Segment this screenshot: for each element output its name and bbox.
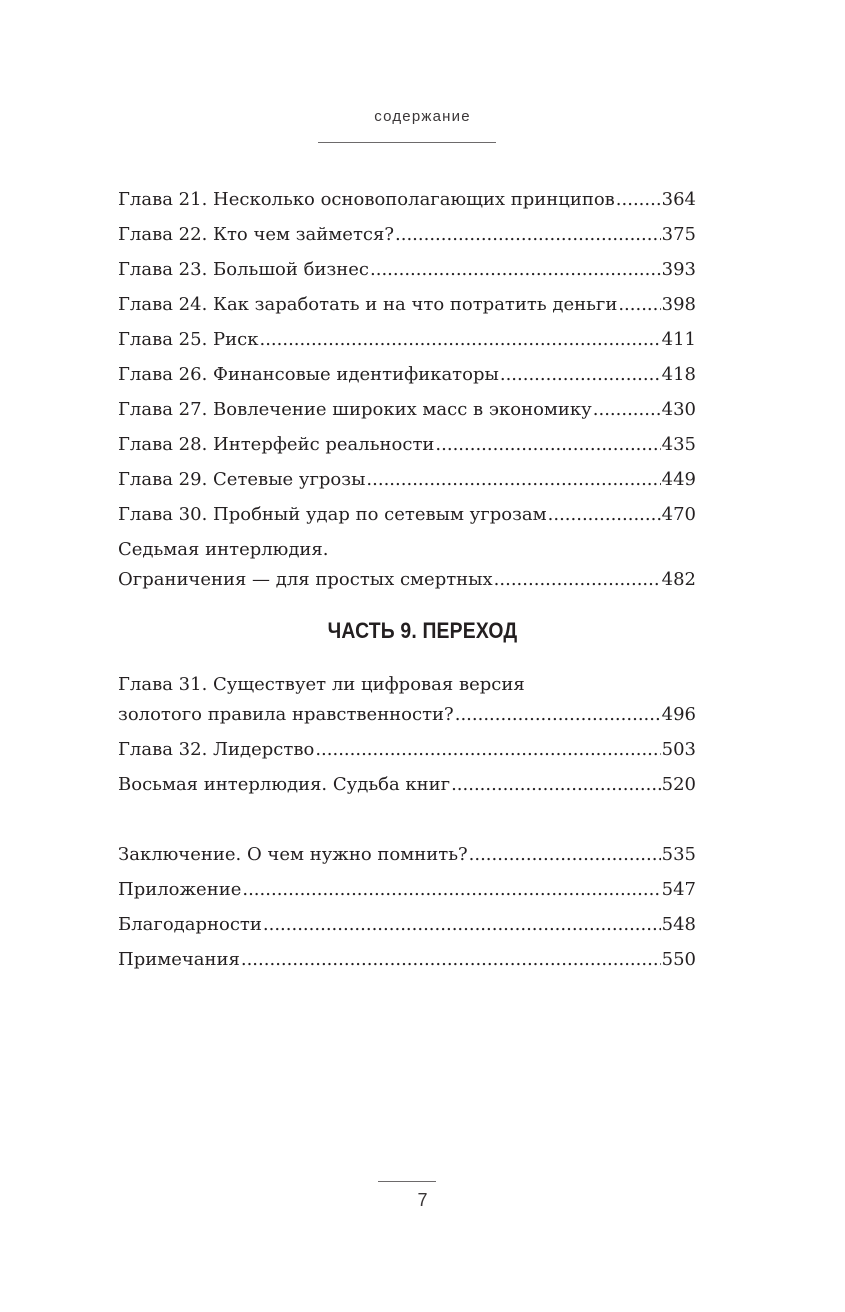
- page-number: 7: [417, 1190, 428, 1210]
- leader-dots: [370, 252, 661, 287]
- toc-entry-page: 398: [661, 294, 696, 315]
- leader-dots: [548, 497, 661, 532]
- toc-entry-title: Глава 21. Несколько основополагающих принципов: [118, 189, 615, 210]
- toc-entry-page: 393: [661, 259, 696, 280]
- toc-entry-title-line2: Ограничения — для простых смертных: [118, 569, 493, 590]
- toc-entry-appendix[interactable]: [118, 872, 696, 907]
- toc-entry-title: Заключение. О чем нужно помнить?: [118, 844, 468, 865]
- toc-entry-title: Глава 26. Финансовые идентификаторы: [118, 364, 499, 385]
- toc-entry-chapter-23[interactable]: [118, 252, 696, 287]
- leader-dots: [494, 562, 661, 597]
- toc-entry-title-line1: Глава 31. Существует ли цифровая версия: [118, 674, 525, 695]
- leader-dots: [455, 697, 661, 732]
- toc-entry-title: Примечания: [118, 949, 240, 970]
- toc-entry-title: Глава 28. Интерфейс реальности: [118, 434, 435, 455]
- toc-entry-page: 503: [661, 739, 696, 760]
- toc-entry-page: 496: [661, 704, 696, 725]
- toc-entry-acknowledgements[interactable]: [118, 907, 696, 942]
- toc-entry-chapter-27[interactable]: [118, 392, 696, 427]
- running-head: содержание: [374, 108, 471, 125]
- header-rule: [318, 142, 496, 143]
- toc-entry-chapter-32[interactable]: [118, 732, 696, 767]
- toc-entry-chapter-22[interactable]: [118, 217, 696, 252]
- toc-entry-page: 418: [661, 364, 696, 385]
- toc-entry-page: 550: [661, 949, 696, 970]
- leader-dots: [469, 837, 661, 872]
- leader-dots: [241, 942, 661, 977]
- toc-entry-chapter-28[interactable]: [118, 427, 696, 462]
- toc-entry-title-line1: Седьмая интерлюдия.: [118, 539, 329, 560]
- leader-dots: [451, 767, 661, 802]
- toc-entry-chapter-31[interactable]: [118, 667, 696, 732]
- leader-dots: [259, 322, 660, 357]
- toc-entry-page: 470: [661, 504, 696, 525]
- toc-entry-page: 435: [661, 434, 696, 455]
- toc-entry-conclusion[interactable]: [118, 837, 696, 872]
- leader-dots: [242, 872, 660, 907]
- toc-entry-title-line2: золотого правила нравственности?: [118, 704, 454, 725]
- leader-dots: [500, 357, 661, 392]
- leader-dots: [616, 182, 661, 217]
- leader-dots: [263, 907, 661, 942]
- toc-entry-page: 535: [661, 844, 696, 865]
- toc-entry-title: Восьмая интерлюдия. Судьба книг: [118, 774, 451, 795]
- toc-entry-page: 375: [661, 224, 696, 245]
- toc-entry-interlude-7[interactable]: [118, 532, 696, 597]
- toc-entry-notes[interactable]: [118, 942, 696, 977]
- toc-entry-page: 364: [661, 189, 696, 210]
- toc-entry-interlude-8[interactable]: [118, 767, 696, 802]
- toc-entry-page: 449: [661, 469, 696, 490]
- toc-entry-title: Глава 25. Риск: [118, 329, 259, 350]
- leader-dots: [435, 427, 660, 462]
- leader-dots: [315, 732, 660, 767]
- toc-entry-chapter-21[interactable]: [118, 182, 696, 217]
- toc-entry-title: Приложение: [118, 879, 242, 900]
- toc-entry-title: Глава 22. Кто чем займется?: [118, 224, 394, 245]
- toc-entry-page: 547: [661, 879, 696, 900]
- toc-entry-page: 548: [661, 914, 696, 935]
- toc-entry-title: Глава 27. Вовлечение широких масс в экономику: [118, 399, 592, 420]
- leader-dots: [395, 217, 661, 252]
- leader-dots: [593, 392, 661, 427]
- toc-entry-title: Глава 30. Пробный удар по сетевым угрозам: [118, 504, 547, 525]
- toc-entry-page: 430: [661, 399, 696, 420]
- toc-entry-page: 411: [661, 329, 696, 350]
- toc-entry-chapter-26[interactable]: [118, 357, 696, 392]
- toc-entry-page: 520: [661, 774, 696, 795]
- toc-entry-title: Благодарности: [118, 914, 262, 935]
- toc-entry-title: Глава 24. Как заработать и на что потратить деньги: [118, 294, 618, 315]
- part-9-heading: ЧАСТЬ 9. ПЕРЕХОД: [327, 618, 518, 643]
- toc-entry-title: Глава 29. Сетевые угрозы: [118, 469, 366, 490]
- toc-entry-title: Глава 23. Большой бизнес: [118, 259, 369, 280]
- toc-entry-title: Глава 32. Лидерство: [118, 739, 315, 760]
- toc-entry-page: 482: [661, 569, 696, 590]
- leader-dots: [618, 287, 660, 322]
- toc-entry-chapter-30[interactable]: [118, 497, 696, 532]
- toc-entry-chapter-24[interactable]: [118, 287, 696, 322]
- leader-dots: [366, 462, 660, 497]
- footer-rule: [378, 1181, 436, 1182]
- toc-entry-chapter-25[interactable]: [118, 322, 696, 357]
- toc-entry-chapter-29[interactable]: [118, 462, 696, 497]
